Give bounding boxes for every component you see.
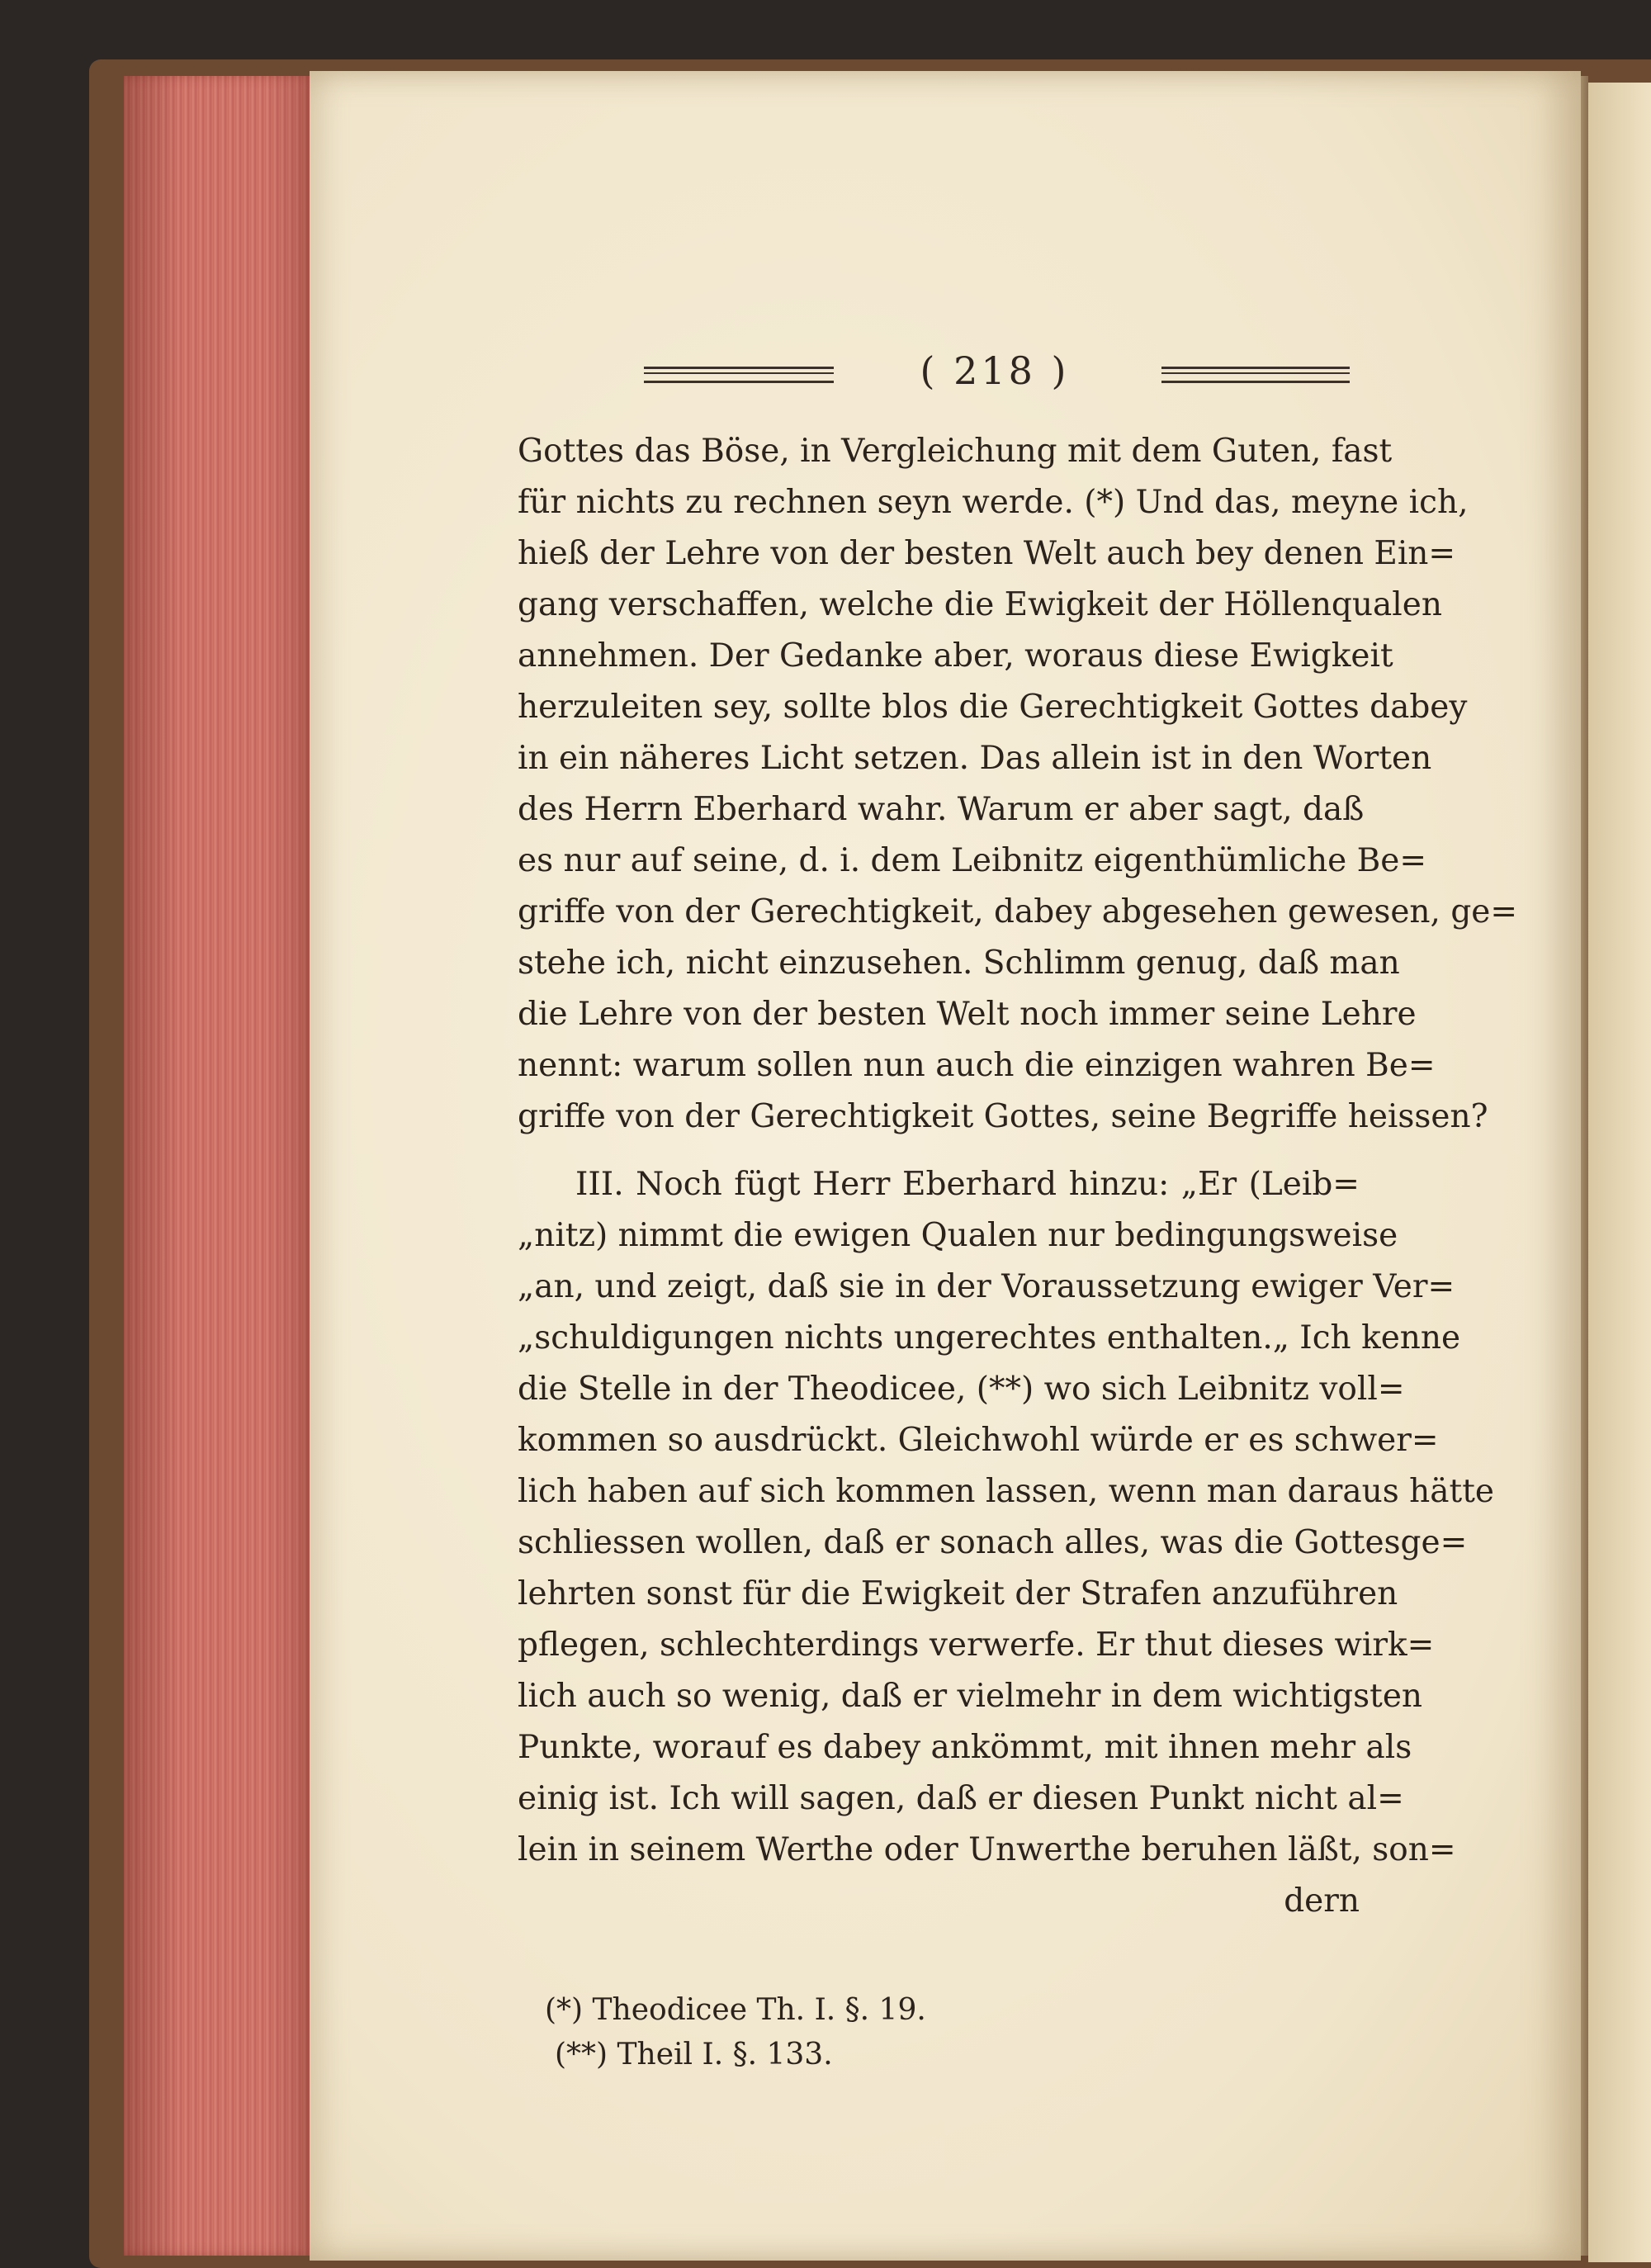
text-line: für nichts zu rechnen seyn werde. (*) Und das, meyne ich, [518, 484, 1469, 521]
text-line: stehe ich, nicht einzusehen. Schlimm genug, daß man [518, 945, 1400, 982]
body-text [518, 426, 1518, 1927]
text-line: die Stelle in der Theodicee, (**) wo sich Leibnitz voll= [518, 1371, 1405, 1408]
paragraph-gap [518, 1143, 1360, 1159]
text-line: „an, und zeigt, daß sie in der Voraussetzung ewiger Ver= [518, 1268, 1455, 1305]
text-line: annehmen. Der Gedanke aber, woraus diese Ewigkeit [518, 637, 1393, 675]
facing-page-edge [1588, 83, 1651, 2262]
text-line: des Herrn Eberhard wahr. Warum er aber sagt, daß [518, 791, 1365, 828]
text-line: die Lehre von der besten Welt noch immer seine Lehre [518, 996, 1417, 1033]
text-line: Punkte, worauf es dabey ankömmt, mit ihnen mehr als [518, 1729, 1412, 1766]
footnote: (**) Theil I. §. 133. [555, 2038, 833, 2072]
text-line: es nur auf seine, d. i. dem Leibnitz eigenthümliche Be= [518, 842, 1427, 879]
text-line: „schuldigungen nichts ungerechtes enthalten.„ Ich kenne [518, 1319, 1461, 1357]
footnote: (*) Theodicee Th. I. §. 19. [545, 1993, 926, 2027]
text-line: „nitz) nimmt die ewigen Qualen nur bedingungsweise [518, 1217, 1398, 1254]
page-number: ( 218 ) [920, 348, 1070, 393]
text-line: III. Noch fügt Herr Eberhard hinzu: „Er (Leib= [575, 1166, 1360, 1203]
text-line: lich haben auf sich kommen lassen, wenn man daraus hätte [518, 1473, 1494, 1510]
book-page [310, 71, 1581, 2261]
page-header [310, 348, 1581, 398]
footnotes [545, 1988, 926, 2077]
text-line: pflegen, schlechterdings verwerfe. Er thut dieses wirk= [518, 1626, 1435, 1664]
text-line: lein in seinem Werthe oder Unwerthe beruhen läßt, son= [518, 1831, 1456, 1868]
text-line: hieß der Lehre von der besten Welt auch bey denen Ein= [518, 535, 1456, 572]
header-rule-left [644, 367, 834, 383]
text-line: gang verschaffen, welche die Ewigkeit der Höllenqualen [518, 586, 1442, 623]
text-line: lich auch so wenig, daß er vielmehr in dem wichtigsten [518, 1678, 1423, 1715]
text-line: einig ist. Ich will sagen, daß er diesen Punkt nicht al= [518, 1780, 1404, 1817]
page-edges [124, 76, 314, 2256]
catchword: dern [1284, 1882, 1360, 1920]
text-line: lehrten sonst für die Ewigkeit der Strafen anzuführen [518, 1575, 1398, 1612]
header-rule-right [1161, 367, 1350, 383]
text-line: Gottes das Böse, in Vergleichung mit dem Guten, fast [518, 433, 1393, 470]
text-line: schliessen wollen, daß er sonach alles, was die Gottesge= [518, 1524, 1468, 1561]
text-line: griffe von der Gerechtigkeit Gottes, seine Begriffe heissen? [518, 1098, 1488, 1135]
text-line: nennt: warum sollen nun auch die einzigen wahren Be= [518, 1047, 1436, 1084]
text-line: in ein näheres Licht setzen. Das allein ist in den Worten [518, 740, 1432, 777]
text-line: herzuleiten sey, sollte blos die Gerechtigkeit Gottes dabey [518, 689, 1468, 726]
text-line: griffe von der Gerechtigkeit, dabey abgesehen gewesen, ge= [518, 893, 1518, 930]
text-line: kommen so ausdrückt. Gleichwohl würde er es schwer= [518, 1422, 1439, 1459]
